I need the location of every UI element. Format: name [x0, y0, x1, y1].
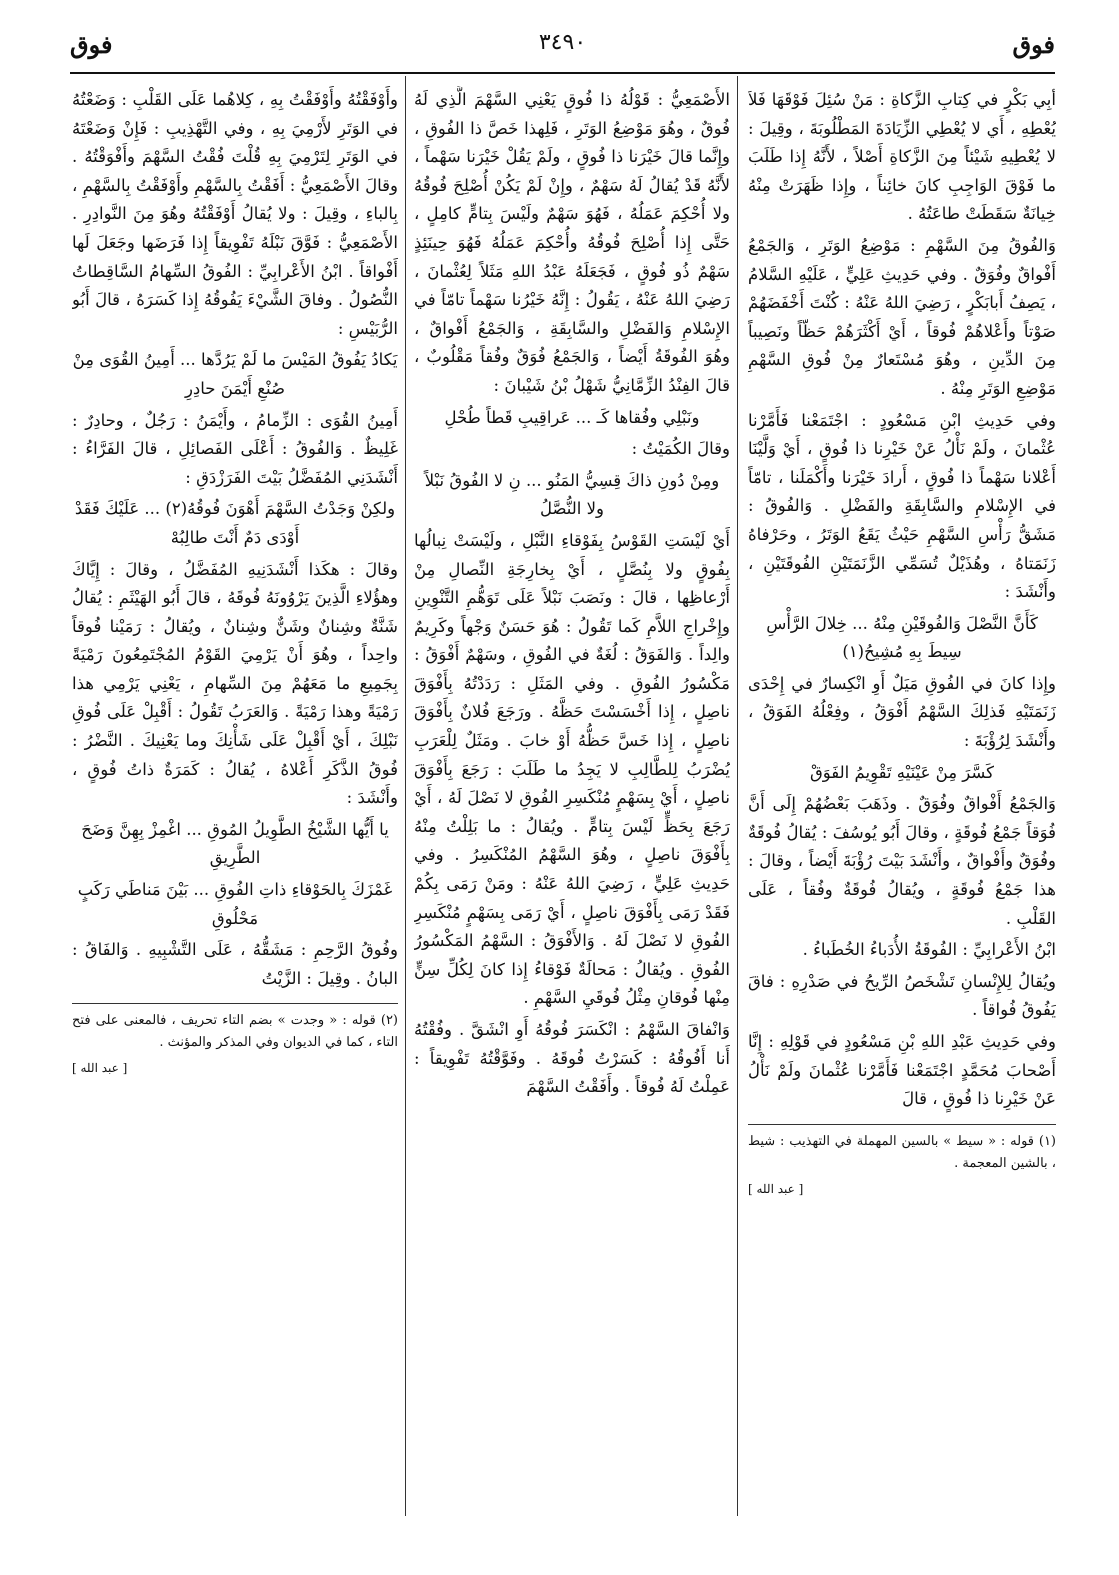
editor-signature: [ عبد الله ] — [748, 1181, 804, 1196]
paragraph: وفُوقُ الرَّحِمِ : مَشَقُّهُ ، عَلَى التَّشْبِيهِ . وَالفَاقُ : البانُ . وقِيلَ : الزَّيْتُ — [72, 940, 398, 988]
verse-line: ولكِنْ وَجَدْتُ السَّهْمَ أَهْوَنَ فُوقُهُ(٢) ... عَلَيْكَ فَقَدْ أَوْدَى دَمٌ أَنْتَ طالِبُهْ — [74, 499, 396, 547]
column-right — [748, 86, 1056, 1516]
verse-line: كَأَنَّ النَّصْلَ وَالفُوقَيْنِ مِنْهُ ... خِلالَ الرَّأْسِ سِيطَ بِهِ مُشِيحُ(١) — [766, 613, 1038, 662]
footnote: (١) قوله : « سيط » بالسين المهملة في التهذيب : شيط ، بالشين المعجمة . — [748, 1133, 1056, 1171]
verse-line: ومِنْ دُونِ ذاكَ قِسِيُّ المَنُو ... نِ لا الفُوقُ نَبْلاً ولا النُّصَّلُ — [424, 470, 720, 519]
paragraph: ابْنُ الأَعْرابِيِّ : الفُوقَةُ الأُدَباءُ الخُطَباءُ . — [802, 940, 1056, 960]
footnote-rule — [748, 1124, 1056, 1125]
paragraph: أبِي بَكْرٍ في كِتابِ الزَّكاةِ : مَنْ سُئِلَ فَوْقَهَا فَلاَ يُعْطِهِ ، أَي لا يُعْطِي الزِّيَادَةَ المَطْلُوبَةَ ، وقِيلَ : لا يُعْطِيهِ شَيْئاً مِنَ الزَّكاةِ أَصْلاً ، لأَنَّهُ إِذا طَلَبَ ما فَوْقَ الوَاجِبِ كانَ خائِناً ، وإِذا ظَهَرَتْ مِنْهُ خِيانَةٌ سَقَطَتْ طاعَتُهُ . — [748, 90, 1056, 224]
verse-line: يا أَيُّها الشَّيْخُ الطَّوِيلُ المُوقِ ... اغْمِزْ بِهِنَّ وَضَحَ الطَّرِيقِ — [81, 819, 389, 868]
paragraph: وقالَ : هكَذا أَنْشَدَنِيهِ المُفَضَّلُ ، وقالَ : إِيَّاكَ وهؤُلاءِ الَّذِينَ يَرْوُونَهُ فُوقَهُ ، قالَ أَبُو الهَيْثَمِ : يُقالُ شَنَّةٌ وشِنانٌ وشَنٌّ وشِنانٌ ، ويُقالُ : رَمَيْنا فُوقاً واحِداً ، وهُوَ أَنْ يَرْمِيَ القَوْمُ المُجْتَمِعُونَ رَمْيَةً بِجَمِيعِ ما مَعَهُمْ مِنَ السِّهامِ ، يَعْنِي يَرْمِي هذا رَمْيَةً وهذا رَمْيَةً . وَالعَرَبُ تَقُولُ : أَقْبِلْ عَلَى فُوقِ نَبْلِكَ ، أَيْ أَقْبِلْ عَلَى شَأْنِكَ وما يَعْنِيكَ . النَّضْرُ : فُوقُ الذَّكَرِ أَعْلاهُ ، يُقالُ : كَمَرَةٌ ذاتُ فُوقٍ ، وأَنْشَدَ : — [72, 559, 398, 808]
paragraph: وقالَ الكُمَيْتُ : — [631, 439, 730, 459]
paragraph: الأَصْمَعِيُّ : قَوْلُهُ ذا فُوقٍ يَعْنِي السَّهْمَ الَّذِي لَهُ فُوقٌ ، وهُوَ مَوْضِعُ الوَتَرِ ، فَلِهذا خَصَّ ذا الفُوقِ ، وإِنَّما قالَ خَيْرَنا ذا فُوقٍ ، ولَمْ يَقُلْ خَيْرَنا سَهْماً ، لأَنَّهُ قَدْ يُقالُ لَهُ سَهْمٌ ، وإِنْ لَمْ يَكُنْ أُصْلِحَ فُوقُهُ ولا أُحْكِمَ عَمَلُهُ ، فَهُوَ سَهْمٌ ولَيْسَ بِتامٍّ كامِلٍ ، حَتَّى إِذا أُصْلِحَ فُوقُهُ وأُحْكِمَ عَمَلُهُ فَهُوَ حِينَئِذٍ سَهْمٌ ذُو فُوقٍ ، فَجَعَلَهُ عَبْدُ اللهِ مَثَلاً لِعُثْمانَ ، رَضِيَ اللهُ عَنْهُ ، يَقُولُ : إِنَّهُ خَيْرُنا سَهْماً تامّاً في الإِسْلامِ وَالفَضْلِ والسَّابِقَةِ ، وَالجَمْعُ أَفْواقٌ ، وهُوَ الفُوقَةُ أَيْضاً ، وَالجَمْعُ فُوَقٌ وفُقاً مَقْلُوبٌ ، قالَ الفِنْدُ الزِّمَّانِيُّ شَهْلُ بْنُ شَيْبانَ : — [414, 90, 730, 395]
paragraph: وفي حَدِيثِ ابْنِ مَسْعُودٍ : اجْتَمَعْنا فَأَمَّرْنا عُثْمانَ ، ولَمْ نَأْلُ عَنْ خَيْرِنا ذا فُوقٍ ، أَيْ وَلَّيْنَا أَعْلانا سَهْماً ذا فُوقٍ ، أَرادَ خَيْرَنا وأَكْمَلَنا ، تامّاً في الإِسْلامِ والسَّابِقَةِ والفَضْلِ . وَالفُوقُ : مَشَقُّ رَأْسِ السَّهْمِ حَيْثُ يَقَعُ الوَتَرُ ، وحَرْفاهُ زَنَمَتاهُ ، وهُذَيْلٌ تُسَمِّي الزَّنَمَتَيْنِ الفُوقَتَيْنِ ، وأَنْشَدَ : — [748, 410, 1056, 602]
paragraph: وأَوْفَقْتُهُ وأَوْفَقْتُ بِهِ ، كِلاهُما عَلَى القَلْبِ : وَضَعْتُهُ في الوَتَرِ لأَرْمِيَ بِهِ ، وفي التَّهْذِيبِ : فَإِنْ وَضَعْتَهُ في الوَتَرِ لِتَرْمِيَ بِهِ قُلْتَ فُقْتُ السَّهْمَ وأَفْوَقْتُهُ . وقالَ الأَصْمَعِيُّ : أَفَقْتُ بِالسَّهْمِ وأَوْفَقْتُ بِالسَّهْمِ ، بِالباءِ ، وقِيلَ : ولا يُقالُ أَوْفَقْتُهُ وهُوَ مِنَ النَّوادِرِ . الأَصْمَعِيُّ : فَوَّقَ نَبْلَهُ تَفْوِيقاً إِذا فَرَضَها وجَعَلَ لَها أَفْواقاً . ابْنُ الأَعْرابِيِّ : الفُوقُ السِّهامُ السَّاقِطاتُ النُّصُولُ . وفاقَ الشَّيْءَ يَفُوقُهُ إِذا كَسَرَهُ ، قالَ أَبُو الرُّبَيْسِ : — [72, 90, 398, 338]
paragraph: وإِذا كانَ في الفُوقِ مَيَلٌ أَوِ انْكِسارٌ في إِحْدَى زَنَمَتَيْهِ فَذلِكَ السَّهْمُ أَفْوَقُ ، وفِعْلُهُ الفَوَقُ ، وأَنْشَدَ لِرُؤْبَةَ : — [748, 673, 1056, 751]
editor-signature: [ عبد الله ] — [72, 1061, 128, 1076]
column-middle — [414, 86, 730, 1516]
paragraph: أَمِينُ القُوَى : الزِّمامُ ، وأَيْمَنُ : رَجُلٌ ، وحادِرٌ : غَلِيظٌ . وَالفُوقُ : أَعْلَى الفَصائِلِ ، قالَ الفَرَّاءُ : أَنْشَدَنِي المُفَضَّلُ بَيْتَ الفَرَزْدَقِ : — [72, 410, 398, 487]
verse-line: غَمْزَكَ بِالحَوْقاءِ ذاتِ الفُوقِ ... بَيْنَ مَناطَي رَكَبٍ مَحْلُوقِ — [77, 880, 393, 928]
page-header — [70, 30, 1055, 70]
verse-line: ونَبْلِي وفُقاها كَـ ... عَراقِيبِ قَطاً طُحْلِ — [444, 407, 700, 427]
paragraph: ويُقالُ لِلإِنْسانِ تَشْخَصُ الرِّيحُ في صَدْرِهِ : فاقَ يَفُوقُ فُواقاً . — [748, 971, 1056, 1020]
paragraph: وَانْفاقَ السَّهْمُ : انْكَسَرَ فُوقُهُ أَوِ انْشَقَّ . وفُقْتُهُ أَنا أَفُوقُهُ : كَسَرْتُ فُوقَهُ . وفَوَّقْتُهُ تَفْوِيقاً : عَمِلْتُ لَهُ فُوقاً . وأَفَقْتُ السَّهْمَ — [414, 1020, 730, 1097]
header-rule — [70, 72, 1055, 74]
headword-left: فوق — [70, 30, 113, 59]
paragraph: أَيْ لَيْسَتِ القَوْسُ بِفَوْقاءِ النَّبْلِ ، ولَيْسَتْ نِبالُها بِفُوقٍ ولا بِنُصَّلٍ ، أَيْ بِخارِجَةِ النِّصالِ مِنْ أَرْعاظِها ، قالَ : ونَصَبَ نَبْلاً عَلَى تَوَهُّمِ التَّنْوِينِ وإِخْراجِ اللاَّمِ كَما تَقُولُ : هُوَ حَسَنٌ وَجْهاً وكَرِيمٌ والِداً . وَالفَوَقُ : لُغَةٌ في الفُوقِ ، وسَهْمٌ أَفْوَقُ : مَكْسُورُ الفُوقِ . وفي المَثَلِ : رَدَدْتُهُ بِأَفْوَقَ ناصِلٍ ، إِذا أَخْسَسْتَ حَظَّهُ . ورَجَعَ فُلانٌ بِأَفْوَقَ ناصِلٍ ، إِذا خَسَّ حَظُّهُ أَوْ خابَ . ومَثَلٌ لِلْعَرَبِ يُضْرَبُ لِلطَّالِبِ لا يَجِدُ ما طَلَبَ : رَجَعَ بِأَفْوَقَ ناصِلٍ ، أَيْ بِسَهْمٍ مُنْكَسِرِ الفُوقِ لا نَصْلَ لَهُ ، أَيْ رَجَعَ بِحَظٍّ لَيْسَ بِتامٍّ . ويُقالُ : ما بَلِلْتُ مِنْهُ بِأَفْوَقَ ناصِلٍ ، وهُوَ السَّهْمُ المُنْكَسِرُ . وفي حَدِيثِ عَلِيٍّ ، رَضِيَ اللهُ عَنْهُ : ومَنْ رَمَى بِكُمْ فَقَدْ رَمَى بِأَفْوَقَ ناصِلٍ ، أَيْ رَمَى بِسَهْمٍ مُنْكَسِرِ الفُوقِ لا نَصْلَ لَهُ . وَالأَفْوَقُ : السَّهْمُ المَكْسُورُ الفُوقِ . ويُقالُ : مَحالَةٌ فَوْقاءُ إِذا كانَ لِكُلِّ سِنٍّ مِنْها فُوقانِ مِثْلُ فُوقَيِ السَّهْمِ . — [414, 530, 730, 1008]
footnote-rule — [72, 1003, 398, 1004]
paragraph: وفي حَدِيثِ عَبْدِ اللهِ بْنِ مَسْعُودٍ في قَوْلِهِ : إِنَّا أَصْحابَ مُحَمَّدٍ اجْتَمَعْنا فَأَمَّرْنا عُثْمانَ ولَمْ نَأْلُ عَنْ خَيْرِنا ذا فُوقٍ ، قالَ — [748, 1032, 1056, 1109]
footnote: (٢) قوله : « وجدت » بضم التاء تحريف ، فالمعنى على فتح التاء ، كما في الديوان وفي المذكر والمؤنث . — [72, 1013, 398, 1051]
column-divider-left — [405, 76, 406, 1516]
headword-right: فوق — [1012, 30, 1055, 59]
verse-line: يَكادُ يَفُوقُ المَيْسَ ما لَمْ يَرُدَّها ... أَمِينُ القُوَى مِنْ صُنْعِ أَيْمَنَ حادِرِ — [72, 350, 398, 398]
column-left — [72, 86, 398, 1516]
paragraph: وَالفُوقُ مِنَ السَّهْمِ : مَوْضِعُ الوَتَرِ ، وَالجَمْعُ أَفْواقٌ وفُوَقٌ . وفي حَدِيثِ عَلِيٍّ ، عَلَيْهِ السَّلامُ ، يَصِفُ أَبابَكْرٍ ، رَضِيَ اللهُ عَنْهُ : كُنْتَ أَخْفَضَهُمْ صَوْتاً وأَعْلاهُمْ فُوقاً ، أَيْ أَكْثَرَهُمْ حَظّاً ونَصِيباً مِنَ الدِّينِ ، وهُوَ مُسْتَعارٌ مِنْ فُوقِ السَّهْمِ مَوْضِعِ الوَتَرِ مِنْهُ . — [748, 235, 1056, 398]
verse-line: كَسَّرَ مِنْ عَيْنَيْهِ تَقْوِيمُ الفَوَقْ — [809, 762, 994, 782]
column-divider-right — [737, 76, 738, 1516]
page-number: ٣٤٩٠ — [538, 30, 587, 55]
paragraph: وَالجَمْعُ أَفْواقٌ وفُوَقٌ . وذَهَبَ بَعْضُهُمْ إِلَى أَنَّ فُوَقاً جَمْعُ فُوقَةٍ ، وقالَ أَبُو يُوسُفَ : يُقالُ فُوقَةٌ وفُوَقٌ وأَفْواقٌ ، وأَنْشَدَ بَيْتَ رُؤْبَةَ أَيْضاً ، وقالَ : هذا جَمْعُ فُوقَةٍ ، ويُقالُ فُوقَةٌ وفُقاً ، عَلَى القَلْبِ . — [748, 794, 1056, 928]
